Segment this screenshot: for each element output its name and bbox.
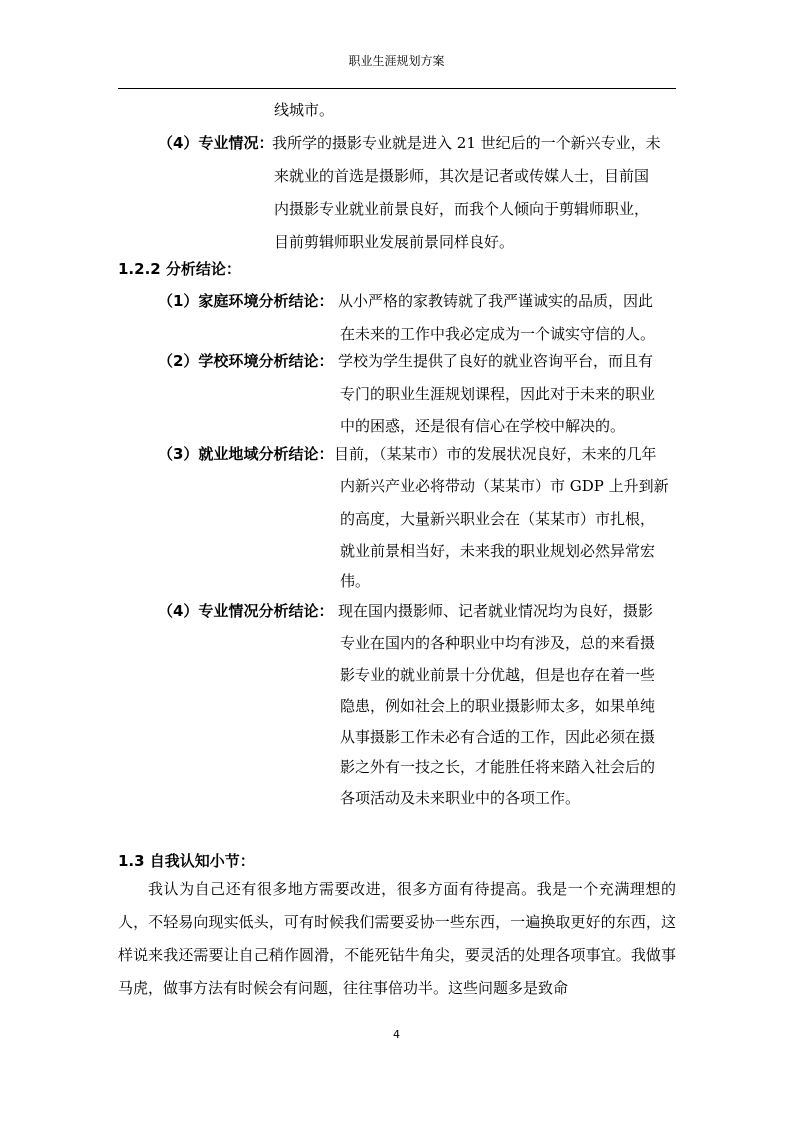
item-major-line: 来就业的首选是摄影师，其次是记者或传媒人士，目前国 [274, 167, 650, 185]
conclusion-line: 的高度，大量新兴职业会在（某某市）市扎根， [340, 510, 656, 528]
self-awareness-paragraph [118, 873, 676, 1005]
conclusion-line: 伟。 [340, 572, 371, 590]
conclusion-line: 现在国内摄影师、记者就业情况均为良好，摄影 [338, 602, 654, 620]
page-header: 职业生涯规划方案 [348, 54, 445, 68]
conclusion-line: 各项活动及未来职业中的各项工作。 [340, 789, 581, 807]
paragraph-text: 我认为自己还有很多地方需要改进，很多方面有待提高。我是一个充满理想的人，不轻易向现实低头，可有时候我们需要妥协一些东西，一遍换取更好的东西，这样说来我还需要让自己稍作圆滑，不能死钻牛角尖，要灵活的处理各项事宜。我做事马虎，做事方法有时候会有问题，往往事倍功半。这些问题多是致命 [118, 880, 676, 997]
section-heading-1-3: 1.3 自我认知小节： [118, 852, 255, 870]
conclusion-line: 中的困惑，还是很有信心在学校中解决的。 [340, 417, 626, 435]
section-heading-1-2-2: 1.2.2 分析结论： [118, 260, 241, 278]
conclusion-line: 在未来的工作中我必定成为一个诚实守信的人。 [340, 325, 656, 343]
conclusion-line: 影专业的就业前景十分优越，但是也存在着一些 [340, 666, 656, 684]
conclusion-line: 隐患，例如社会上的职业摄影师太多，如果单纯 [340, 697, 656, 715]
conclusion-line: 就业前景相当好，未来我的职业规划必然异常宏 [340, 542, 656, 560]
header-rule [118, 88, 676, 89]
conclusion-line: 影之外有一技之长，才能胜任将来踏入社会后的 [340, 758, 656, 776]
item-major-line: 内摄影专业就业前景良好，而我个人倾向于剪辑师职业， [274, 200, 650, 218]
item-major-line: 我所学的摄影专业就是进入 21 世纪后的一个新兴专业，未 [272, 134, 661, 152]
conclusion-label: （2）学校环境分析结论： [158, 352, 334, 370]
conclusion-label: （1）家庭环境分析结论： [158, 292, 334, 310]
item-major-line: 目前剪辑师职业发展前景同样良好。 [274, 233, 515, 251]
conclusion-line: 专业在国内的各种职业中均有涉及，总的来看摄 [340, 634, 656, 652]
conclusion-line: 从事摄影工作未必有合适的工作，因此必须在摄 [340, 728, 656, 746]
conclusion-line: 学校为学生提供了良好的就业咨询平台，而且有 [338, 352, 654, 370]
conclusion-line: 专门的职业生涯规划课程，因此对于未来的职业 [340, 385, 656, 403]
conclusion-line: 从小严格的家教铸就了我严谨诚实的品质，因此 [338, 292, 654, 310]
page-number: 4 [393, 1028, 400, 1041]
conclusion-label: （3）就业地域分析结论： [158, 445, 334, 463]
conclusion-line: 目前，（某某市）市的发展状况良好，未来的几年 [334, 445, 657, 463]
item-major-label: （4）专业情况： [158, 134, 274, 152]
conclusion-label: （4）专业情况分析结论： [158, 602, 334, 620]
conclusion-line: 内新兴产业必将带动（某某市）市 GDP 上升到新 [340, 477, 669, 495]
continuation-line: 线城市。 [274, 101, 335, 119]
